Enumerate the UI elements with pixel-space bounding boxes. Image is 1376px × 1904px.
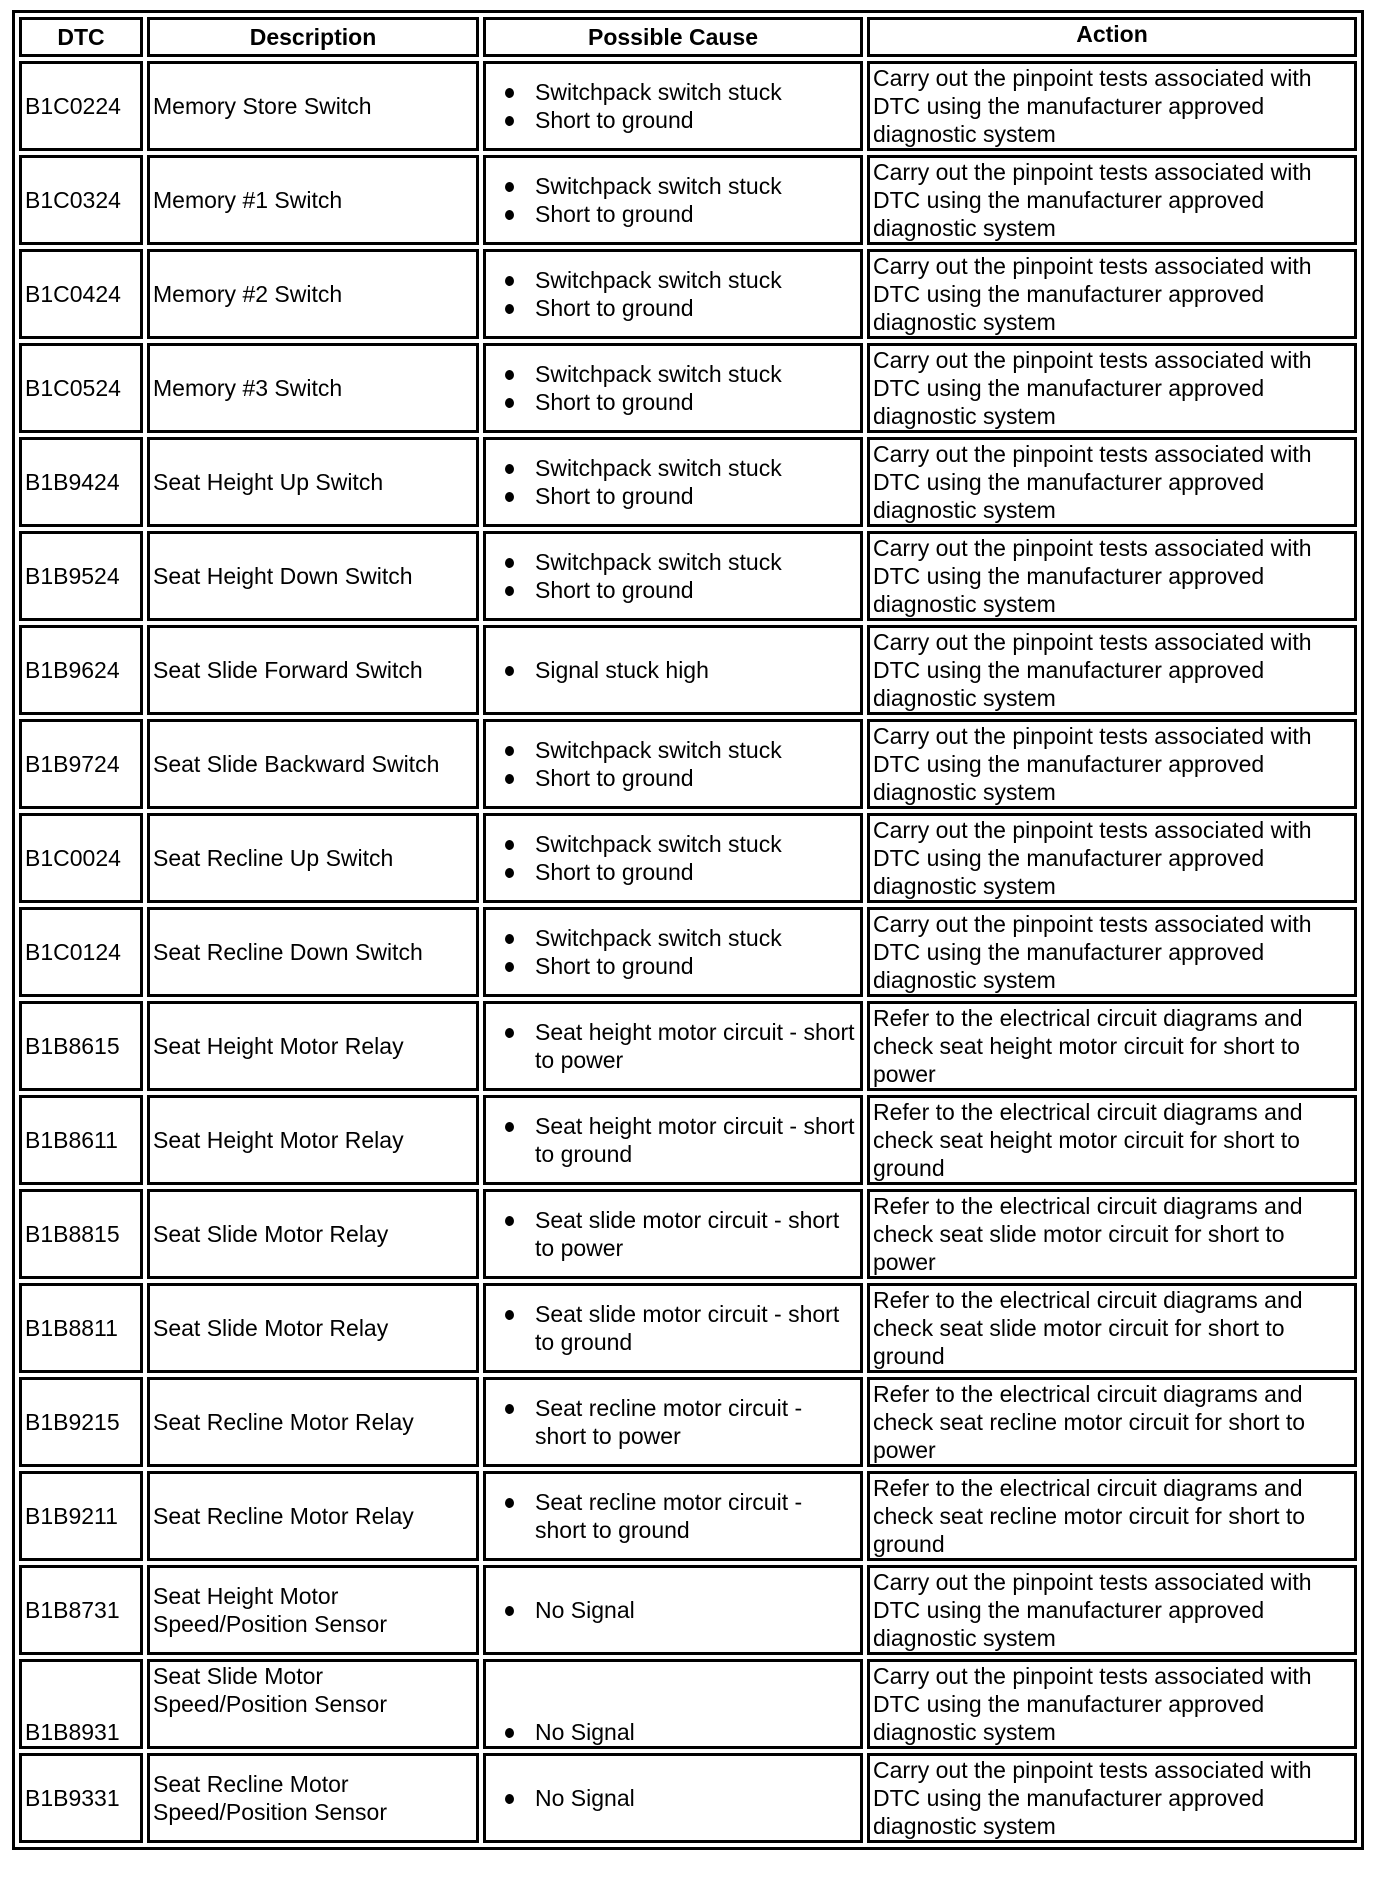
cause-list [489, 172, 857, 228]
bullet-icon [505, 304, 514, 314]
cause-text: Short to ground [535, 389, 694, 415]
action: Refer to the electrical circuit diagrams and check seat height motor circuit for short to ground [867, 1095, 1357, 1185]
cause-item [535, 924, 857, 952]
action: Carry out the pinpoint tests associated with DTC using the manufacturer approved diagnostic system [867, 61, 1357, 151]
description: Seat Height Up Switch [147, 437, 479, 527]
action: Refer to the electrical circuit diagrams and check seat height motor circuit for short to power [867, 1001, 1357, 1091]
cause-list [489, 78, 857, 134]
cause-item [535, 1596, 857, 1624]
cause-text: Short to ground [535, 577, 694, 603]
cause-item [535, 360, 857, 388]
bullet-icon [505, 464, 514, 474]
possible-cause [483, 249, 863, 339]
description: Seat Recline Motor Speed/Position Sensor [147, 1753, 479, 1843]
possible-cause [483, 1659, 863, 1749]
cause-item [535, 1784, 857, 1812]
description: Seat Height Down Switch [147, 531, 479, 621]
table-row [19, 249, 1357, 339]
cause-list [489, 360, 857, 416]
dtc-code: B1B9624 [19, 625, 143, 715]
cause-text: No Signal [535, 1785, 635, 1811]
dtc-code: B1B8611 [19, 1095, 143, 1185]
bullet-icon [505, 1216, 514, 1226]
cause-list [489, 924, 857, 980]
action: Refer to the electrical circuit diagrams and check seat slide motor circuit for short to ground [867, 1283, 1357, 1373]
cause-text: Seat recline motor circuit - short to ground [535, 1489, 803, 1543]
dtc-code: B1B8615 [19, 1001, 143, 1091]
bullet-icon [505, 746, 514, 756]
cause-text: Signal stuck high [535, 657, 709, 683]
bullet-icon [505, 182, 514, 192]
cause-text: Switchpack switch stuck [535, 267, 782, 293]
cause-item [535, 1488, 857, 1544]
cause-item [535, 294, 857, 322]
cause-list [489, 266, 857, 322]
action: Carry out the pinpoint tests associated with DTC using the manufacturer approved diagnostic system [867, 1565, 1357, 1655]
table-row [19, 1189, 1357, 1279]
cause-item [535, 172, 857, 200]
action: Carry out the pinpoint tests associated with DTC using the manufacturer approved diagnostic system [867, 1753, 1357, 1843]
bullet-icon [505, 116, 514, 126]
header-possible-cause: Possible Cause [483, 17, 863, 57]
action: Carry out the pinpoint tests associated with DTC using the manufacturer approved diagnostic system [867, 813, 1357, 903]
cause-list [489, 1596, 857, 1624]
description: Memory Store Switch [147, 61, 479, 151]
bullet-icon [505, 492, 514, 502]
description: Seat Height Motor Relay [147, 1001, 479, 1091]
possible-cause [483, 1189, 863, 1279]
table-row [19, 1471, 1357, 1561]
cause-text: Switchpack switch stuck [535, 737, 782, 763]
cause-text: No Signal [535, 1597, 635, 1623]
cause-item [535, 1206, 857, 1262]
cause-text: Seat slide motor circuit - short to power [535, 1207, 840, 1261]
possible-cause [483, 1565, 863, 1655]
cause-text: Short to ground [535, 859, 694, 885]
cause-item [535, 736, 857, 764]
cause-item [535, 1394, 857, 1450]
dtc-code: B1C0224 [19, 61, 143, 151]
cause-item [535, 106, 857, 134]
cause-item [535, 656, 857, 684]
possible-cause [483, 1377, 863, 1467]
cause-text: Seat slide motor circuit - short to ground [535, 1301, 840, 1355]
bullet-icon [505, 1728, 514, 1738]
cause-item [535, 858, 857, 886]
dtc-code: B1C0024 [19, 813, 143, 903]
possible-cause [483, 437, 863, 527]
cause-text: Seat recline motor circuit - short to power [535, 1395, 803, 1449]
cause-item [535, 1300, 857, 1356]
table-row [19, 719, 1357, 809]
description: Seat Height Motor Speed/Position Sensor [147, 1565, 479, 1655]
cause-text: Seat height motor circuit - short to ground [535, 1113, 855, 1167]
bullet-icon [505, 666, 514, 676]
dtc-table [12, 10, 1364, 1850]
dtc-code: B1B9424 [19, 437, 143, 527]
bullet-icon [505, 276, 514, 286]
cause-text: Switchpack switch stuck [535, 79, 782, 105]
bullet-icon [505, 868, 514, 878]
dtc-code: B1B8731 [19, 1565, 143, 1655]
cause-list [489, 1394, 857, 1450]
dtc-code: B1B9331 [19, 1753, 143, 1843]
table-row [19, 1095, 1357, 1185]
dtc-code: B1C0524 [19, 343, 143, 433]
cause-item [535, 388, 857, 416]
dtc-code: B1B8811 [19, 1283, 143, 1373]
cause-item [535, 266, 857, 294]
cause-item [535, 576, 857, 604]
possible-cause [483, 1001, 863, 1091]
table-row [19, 1659, 1357, 1749]
table-row [19, 1377, 1357, 1467]
cause-text: No Signal [535, 1719, 635, 1745]
possible-cause [483, 1283, 863, 1373]
table-row [19, 813, 1357, 903]
description: Seat Recline Motor Relay [147, 1377, 479, 1467]
dtc-code: B1C0324 [19, 155, 143, 245]
table-row [19, 1565, 1357, 1655]
table-row [19, 907, 1357, 997]
action: Carry out the pinpoint tests associated with DTC using the manufacturer approved diagnostic system [867, 907, 1357, 997]
description: Seat Slide Motor Relay [147, 1283, 479, 1373]
possible-cause [483, 1471, 863, 1561]
cause-text: Switchpack switch stuck [535, 361, 782, 387]
table-row [19, 1753, 1357, 1843]
cause-list [489, 1112, 857, 1168]
dtc-code: B1C0424 [19, 249, 143, 339]
action: Carry out the pinpoint tests associated with DTC using the manufacturer approved diagnostic system [867, 437, 1357, 527]
bullet-icon [505, 586, 514, 596]
description: Seat Slide Forward Switch [147, 625, 479, 715]
cause-text: Short to ground [535, 483, 694, 509]
action: Carry out the pinpoint tests associated with DTC using the manufacturer approved diagnostic system [867, 343, 1357, 433]
cause-text: Short to ground [535, 765, 694, 791]
cause-list [489, 1784, 857, 1812]
possible-cause [483, 531, 863, 621]
table-row [19, 531, 1357, 621]
table-row [19, 437, 1357, 527]
dtc-code: B1B9524 [19, 531, 143, 621]
action: Refer to the electrical circuit diagrams and check seat recline motor circuit for short to ground [867, 1471, 1357, 1561]
possible-cause [483, 1095, 863, 1185]
description: Seat Slide Backward Switch [147, 719, 479, 809]
description: Seat Recline Motor Relay [147, 1471, 479, 1561]
cause-item [535, 548, 857, 576]
bullet-icon [505, 1606, 514, 1616]
bullet-icon [505, 1794, 514, 1804]
cause-list [489, 1718, 857, 1746]
description: Memory #2 Switch [147, 249, 479, 339]
header-dtc: DTC [19, 17, 143, 57]
possible-cause [483, 343, 863, 433]
possible-cause [483, 1753, 863, 1843]
cause-item [535, 78, 857, 106]
cause-list [489, 454, 857, 510]
table-row [19, 1001, 1357, 1091]
cause-list [489, 1488, 857, 1544]
description: Seat Recline Down Switch [147, 907, 479, 997]
action: Carry out the pinpoint tests associated with DTC using the manufacturer approved diagnostic system [867, 249, 1357, 339]
header-row [19, 17, 1357, 57]
cause-list [489, 656, 857, 684]
cause-text: Switchpack switch stuck [535, 831, 782, 857]
table-body [19, 61, 1357, 1843]
cause-text: Seat height motor circuit - short to power [535, 1019, 855, 1073]
bullet-icon [505, 558, 514, 568]
description: Seat Slide Motor Speed/Position Sensor [147, 1659, 479, 1749]
cause-item [535, 764, 857, 792]
cause-item [535, 952, 857, 980]
header-action: Action [867, 17, 1357, 57]
cause-item [535, 1718, 857, 1746]
bullet-icon [505, 88, 514, 98]
dtc-code: B1B8815 [19, 1189, 143, 1279]
bullet-icon [505, 398, 514, 408]
bullet-icon [505, 1310, 514, 1320]
table-row [19, 625, 1357, 715]
action: Carry out the pinpoint tests associated with DTC using the manufacturer approved diagnostic system [867, 531, 1357, 621]
dtc-code: B1B9724 [19, 719, 143, 809]
cause-text: Switchpack switch stuck [535, 455, 782, 481]
description: Memory #3 Switch [147, 343, 479, 433]
bullet-icon [505, 840, 514, 850]
table-row [19, 155, 1357, 245]
description: Seat Slide Motor Relay [147, 1189, 479, 1279]
bullet-icon [505, 1404, 514, 1414]
header-description: Description [147, 17, 479, 57]
cause-list [489, 1300, 857, 1356]
description: Memory #1 Switch [147, 155, 479, 245]
table-row [19, 1283, 1357, 1373]
cause-list [489, 1206, 857, 1262]
action: Refer to the electrical circuit diagrams and check seat slide motor circuit for short to power [867, 1189, 1357, 1279]
dtc-code: B1C0124 [19, 907, 143, 997]
action: Carry out the pinpoint tests associated with DTC using the manufacturer approved diagnostic system [867, 625, 1357, 715]
bullet-icon [505, 1122, 514, 1132]
cause-item [535, 482, 857, 510]
bullet-icon [505, 962, 514, 972]
cause-text: Switchpack switch stuck [535, 549, 782, 575]
possible-cause [483, 719, 863, 809]
action: Carry out the pinpoint tests associated with DTC using the manufacturer approved diagnostic system [867, 719, 1357, 809]
bullet-icon [505, 210, 514, 220]
cause-item [535, 200, 857, 228]
dtc-code: B1B9215 [19, 1377, 143, 1467]
cause-text: Switchpack switch stuck [535, 173, 782, 199]
description: Seat Height Motor Relay [147, 1095, 479, 1185]
cause-list [489, 1018, 857, 1074]
cause-list [489, 830, 857, 886]
action: Carry out the pinpoint tests associated with DTC using the manufacturer approved diagnostic system [867, 155, 1357, 245]
cause-item [535, 830, 857, 858]
bullet-icon [505, 934, 514, 944]
cause-item [535, 1018, 857, 1074]
action: Refer to the electrical circuit diagrams and check seat recline motor circuit for short to power [867, 1377, 1357, 1467]
possible-cause [483, 625, 863, 715]
table-row [19, 61, 1357, 151]
bullet-icon [505, 1028, 514, 1038]
cause-list [489, 548, 857, 604]
cause-text: Short to ground [535, 953, 694, 979]
cause-item [535, 1112, 857, 1168]
action: Carry out the pinpoint tests associated with DTC using the manufacturer approved diagnostic system [867, 1659, 1357, 1749]
description: Seat Recline Up Switch [147, 813, 479, 903]
dtc-code: B1B8931 [19, 1659, 143, 1749]
cause-text: Short to ground [535, 201, 694, 227]
possible-cause [483, 813, 863, 903]
dtc-code: B1B9211 [19, 1471, 143, 1561]
bullet-icon [505, 774, 514, 784]
bullet-icon [505, 370, 514, 380]
table-row [19, 343, 1357, 433]
cause-item [535, 454, 857, 482]
possible-cause [483, 155, 863, 245]
cause-text: Short to ground [535, 295, 694, 321]
cause-list [489, 736, 857, 792]
cause-text: Short to ground [535, 107, 694, 133]
possible-cause [483, 907, 863, 997]
bullet-icon [505, 1498, 514, 1508]
cause-text: Switchpack switch stuck [535, 925, 782, 951]
possible-cause [483, 61, 863, 151]
